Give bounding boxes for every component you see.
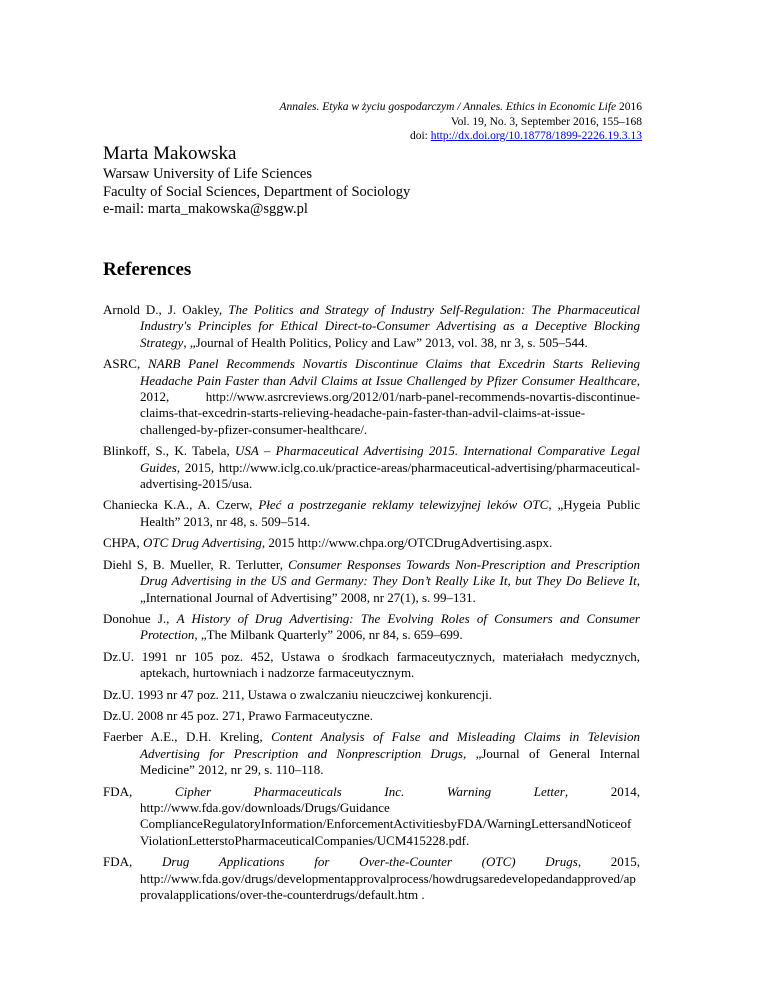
author-name: Marta Makowska bbox=[103, 143, 237, 164]
reference-rest: , „Journal of General Internal Medicine” 2012, nr 29, s. 110–118. bbox=[140, 745, 640, 778]
reference-item bbox=[103, 443, 640, 492]
references-list bbox=[103, 302, 640, 908]
reference-title: Consumer Responses Towards Non-Prescription and Prescription Drug Advertising in the US and Germany: They Don’t Really Like It, but They Do Believe It bbox=[140, 556, 640, 589]
reference-rest: , „International Journal of Advertising” 2008, nr 27(1), s. 99–131. bbox=[140, 573, 640, 605]
reference-title: Drug Applications for Over-the-Counter (OTC) Drugs bbox=[161, 854, 578, 870]
reference-rest: , „Hygeia Public Health” 2013, nr 48, s. 509–514. bbox=[140, 497, 640, 529]
reference-authors: Faerber A.E., D.H. Kreling, bbox=[103, 729, 272, 745]
reference-item bbox=[103, 729, 640, 778]
reference-item bbox=[103, 497, 640, 530]
journal-title: Annales. Etyka w życiu gospodarczym / Annales. Ethics in Economic Life bbox=[279, 101, 617, 113]
reference-rest: , 2014, http://www.fda.gov/downloads/Drugs/Guidance ComplianceRegulatoryInformation/EnforcementActivitiesbyFDA/WarningLettersandNoticeofViolationLetterstoPharmaceuticalCompanies/UCM415228.pdf. bbox=[140, 783, 641, 848]
reference-authors: FDA, bbox=[103, 783, 175, 799]
reference-title: NARB Panel Recommends Novartis Discontinue Claims that Excedrin Starts Relieving Headache Pain Faster than Advil Claims at Issue Challenged by Pfizer Consumer Healthcare bbox=[140, 356, 640, 388]
journal-volume: Vol. 19, No. 3, September 2016, 155–168 bbox=[450, 115, 642, 128]
reference-item bbox=[103, 708, 640, 724]
reference-authors: Arnold D., J. Oakley, bbox=[103, 302, 229, 317]
reference-item bbox=[103, 687, 640, 703]
reference-authors: Chaniecka K.A., A. Czerw, bbox=[103, 497, 259, 513]
reference-rest: , „Journal of Health Politics, Policy and Law” 2013, vol. 38, nr 3, s. 505–544. bbox=[183, 334, 588, 350]
reference-item bbox=[103, 611, 640, 644]
reference-rest: , 2015 http://www.chpa.org/OTCDrugAdvertising.aspx. bbox=[261, 535, 553, 551]
references-heading: References bbox=[103, 259, 192, 280]
author-block bbox=[103, 142, 663, 219]
reference-authors: Blinkoff, S., K. Tabela, bbox=[103, 443, 235, 459]
reference-title: Content Analysis of False and Misleading Claims in Television Advertising for Prescription and Nonprescription Drugs bbox=[140, 729, 640, 761]
reference-authors: CHPA, bbox=[103, 535, 143, 551]
reference-item bbox=[103, 356, 640, 438]
reference-item bbox=[103, 854, 640, 903]
reference-title: The Politics and Strategy of Industry Self-Regulation: The Pharmaceutical Industry's Principles for Ethical Direct-to-Consumer Advertising as a Deceptive Blocking Strategy bbox=[140, 302, 640, 350]
reference-item bbox=[103, 557, 640, 606]
reference-authors: Dz.U. 2008 nr 45 poz. 271, Prawo Farmaceutyczne. bbox=[103, 707, 374, 723]
journal-line bbox=[279, 100, 642, 115]
journal-year: 2016 bbox=[619, 101, 642, 113]
reference-title: OTC Drug Advertising bbox=[142, 535, 262, 551]
reference-item bbox=[103, 302, 640, 351]
reference-title: Płeć a postrzeganie reklamy telewizyjnej leków OTC bbox=[258, 497, 549, 513]
author-department: Faculty of Social Sciences, Department of Sociology bbox=[103, 183, 411, 200]
reference-rest: , 2015, http://www.iclg.co.uk/practice-areas/pharmaceutical-advertising/pharmaceutical-advertising-2015/usa. bbox=[140, 459, 640, 492]
reference-item bbox=[103, 535, 640, 551]
reference-authors: Diehl S, B. Mueller, R. Terlutter, bbox=[103, 556, 289, 572]
reference-title: A History of Drug Advertising: The Evolving Roles of Consumers and Consumer Protection bbox=[140, 610, 640, 643]
reference-authors: Dz.U. 1991 nr 105 poz. 452, Ustawa o środkach farmaceutycznych, materiałach medycznych, aptekach, hurtowniach i nadzorze farmaceutycznym. bbox=[103, 648, 640, 681]
doi-link[interactable]: http://dx.doi.org/10.18778/1899-2226.19.3.13 bbox=[430, 130, 642, 142]
journal-header bbox=[279, 100, 642, 144]
reference-authors: ASRC, bbox=[103, 356, 148, 372]
reference-rest: , 2012, http://www.asrcreviews.org/2012/01/narb-panel-recommends-novartis-discontinue-claims-that-excedrin-starts-relieving-headache-pain-faster-than-advil-claims-at-issue-challenged-by-pfizer-consumer-healthcare/. bbox=[140, 372, 640, 437]
reference-rest: , 2015, http://www.fda.gov/drugs/developmentapprovalprocess/howdrugsaredevelopedandapproved/approvalapplications/over-the-counterdrugs/default.htm . bbox=[140, 854, 640, 902]
author-affiliation: Warsaw University of Life Sciences bbox=[103, 166, 313, 182]
reference-title: Cipher Pharmaceuticals Inc. Warning Letter bbox=[174, 783, 565, 799]
reference-title: USA – Pharmaceutical Advertising 2015. International Comparative Legal Guides bbox=[140, 443, 640, 475]
doi-label: doi: bbox=[409, 130, 428, 142]
reference-authors: FDA, bbox=[103, 854, 162, 870]
reference-item bbox=[103, 649, 640, 682]
reference-authors: Dz.U. 1993 nr 47 poz. 211, Ustawa o zwalczaniu nieuczciwej konkurencji. bbox=[103, 686, 493, 702]
reference-item bbox=[103, 784, 640, 850]
reference-rest: , „The Milbank Quarterly” 2006, nr 84, s. 659–699. bbox=[194, 627, 463, 643]
reference-authors: Donohue J., bbox=[103, 610, 177, 626]
author-email: e-mail: marta_makowska@sggw.pl bbox=[103, 201, 308, 217]
